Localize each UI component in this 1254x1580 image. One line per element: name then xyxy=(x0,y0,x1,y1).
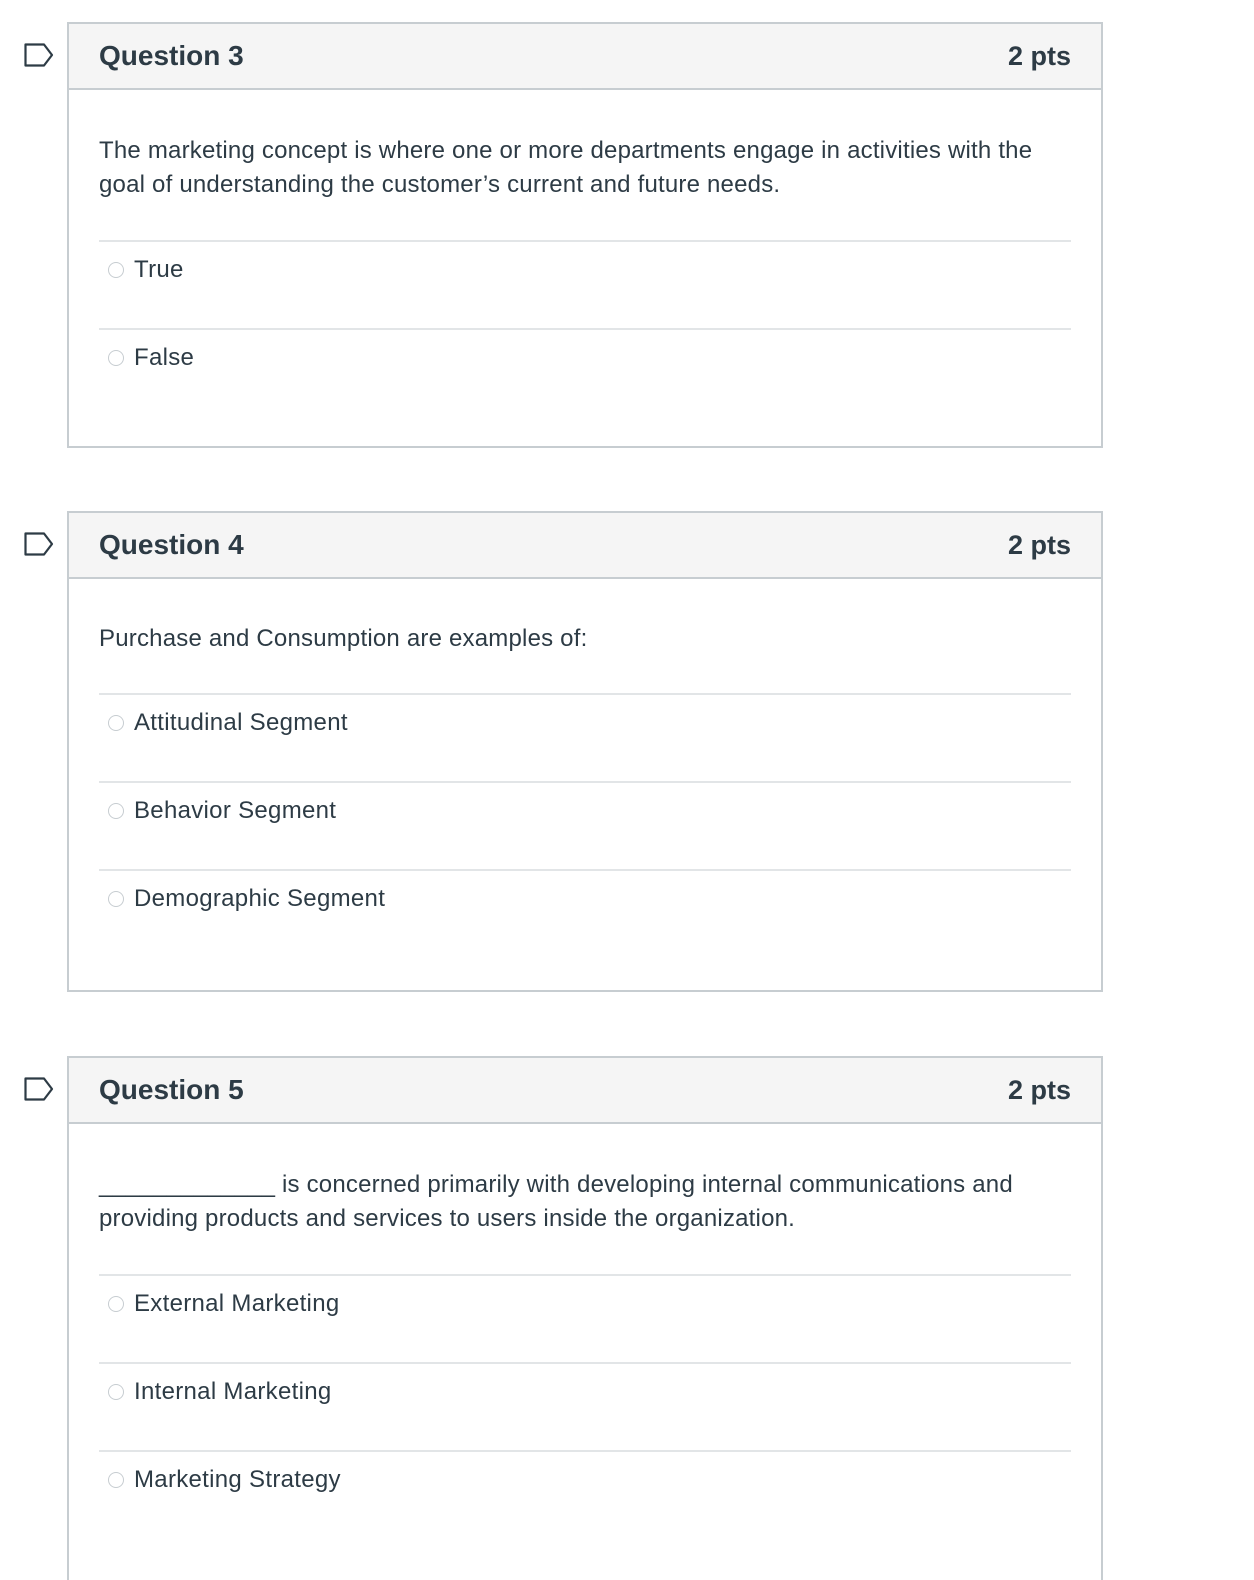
question-3-header xyxy=(69,24,1101,90)
answer-true[interactable] xyxy=(99,240,1071,328)
radio-attitudinal-segment[interactable] xyxy=(108,715,124,731)
radio-demographic-segment[interactable] xyxy=(108,891,124,907)
answer-label: True xyxy=(134,256,184,283)
radio-internal-marketing[interactable] xyxy=(108,1384,124,1400)
answer-label: Attitudinal Segment xyxy=(134,709,348,736)
answer-label: Demographic Segment xyxy=(134,885,386,912)
radio-marketing-strategy[interactable] xyxy=(108,1472,124,1488)
question-4-title: Question 4 xyxy=(99,529,244,560)
answer-behavior-segment[interactable] xyxy=(99,781,1071,869)
question-3-points: 2 pts xyxy=(1007,40,1071,71)
flag-question-5-icon[interactable] xyxy=(24,1077,54,1101)
radio-external-marketing[interactable] xyxy=(108,1296,124,1312)
question-4-points: 2 pts xyxy=(1007,529,1071,560)
question-5-points: 2 pts xyxy=(1007,1074,1071,1105)
answer-label: False xyxy=(134,344,195,371)
question-5-text: _____________ is concerned primarily with developing internal communications and providing products and services to users inside the organization. xyxy=(99,1171,1013,1232)
radio-false[interactable] xyxy=(108,350,124,366)
answer-external-marketing[interactable] xyxy=(99,1274,1071,1362)
question-5-header xyxy=(69,1058,1101,1124)
answer-label: External Marketing xyxy=(134,1290,340,1317)
question-5-body xyxy=(69,1168,1101,1538)
question-4-card xyxy=(67,511,1103,992)
answer-internal-marketing[interactable] xyxy=(99,1362,1071,1450)
answer-marketing-strategy[interactable] xyxy=(99,1450,1071,1538)
answer-label: Internal Marketing xyxy=(134,1378,332,1405)
flag-question-4-icon[interactable] xyxy=(24,532,54,556)
answer-label: Behavior Segment xyxy=(134,797,337,824)
answer-demographic-segment[interactable] xyxy=(99,869,1071,957)
question-4-body xyxy=(69,622,1101,957)
question-5-title: Question 5 xyxy=(99,1074,244,1105)
answer-attitudinal-segment[interactable] xyxy=(99,693,1071,781)
question-3-body xyxy=(69,134,1101,416)
question-5-answers xyxy=(99,1274,1071,1538)
radio-true[interactable] xyxy=(108,262,124,278)
answer-label: Marketing Strategy xyxy=(134,1466,341,1493)
question-3-answers xyxy=(99,240,1071,416)
question-3-title: Question 3 xyxy=(99,40,244,71)
question-3-text: The marketing concept is where one or more departments engage in activities with the goal of understanding the customer’s current and future needs. xyxy=(99,137,1033,198)
answer-false[interactable] xyxy=(99,328,1071,416)
question-4-text: Purchase and Consumption are examples of: xyxy=(99,625,588,652)
radio-behavior-segment[interactable] xyxy=(108,803,124,819)
flag-question-3-icon[interactable] xyxy=(24,43,54,67)
question-5-card xyxy=(67,1056,1103,1580)
question-3-card xyxy=(67,22,1103,448)
question-4-header xyxy=(69,513,1101,579)
question-4-answers xyxy=(99,693,1071,957)
